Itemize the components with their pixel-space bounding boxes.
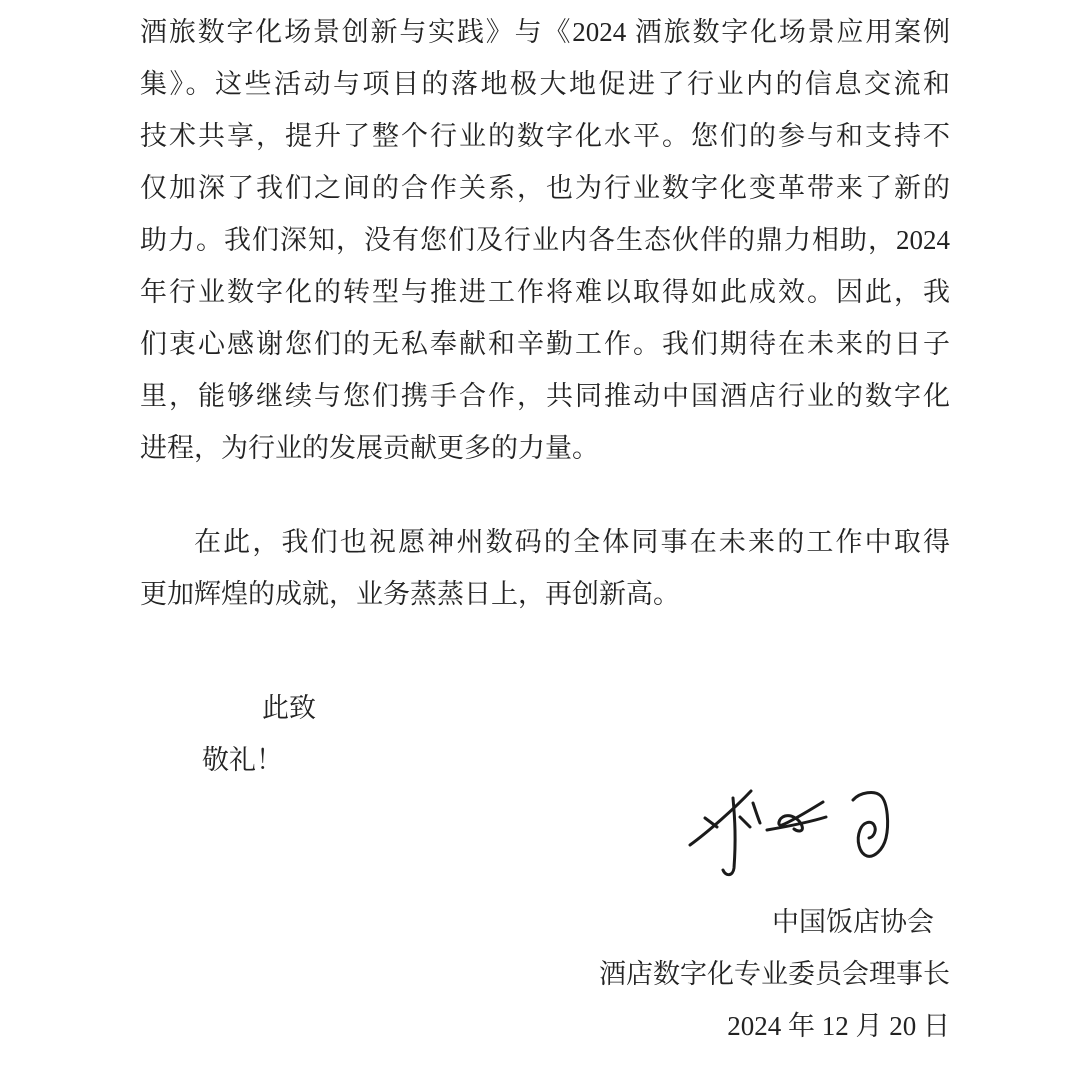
handwritten-signature: [650, 780, 900, 885]
signoff-organization: 中国饭店协会: [772, 907, 934, 937]
closing-salute: 此致: [262, 693, 316, 723]
body-line: 仅加深了我们之间的合作关系，也为行业数字化变革带来了新的: [140, 173, 950, 203]
body-line: 技术共享，提升了整个行业的数字化水平。您们的参与和支持不: [140, 121, 950, 151]
paragraph-1: [140, 6, 950, 474]
body-line: 里，能够继续与您们携手合作，共同推动中国酒店行业的数字化: [140, 381, 950, 411]
signoff-date: 2024 年 12 月 20 日: [727, 1011, 950, 1041]
closing-block: [140, 682, 950, 786]
body-line: 酒旅数字化场景创新与实践》与《2024 酒旅数字化场景应用案例: [140, 17, 950, 47]
body-line: 集》。这些活动与项目的落地极大地促进了行业内的信息交流和: [140, 69, 950, 99]
paragraph-2: [140, 516, 950, 620]
signoff-title: 酒店数字化专业委员会理事长: [599, 959, 950, 989]
signature-ink-icon: [650, 780, 900, 885]
body-line: 年行业数字化的转型与推进工作将难以取得如此成效。因此，我: [140, 277, 950, 307]
signoff-block: [140, 896, 950, 1052]
body-line: 更加辉煌的成就，业务蒸蒸日上，再创新高。: [140, 579, 680, 609]
closing-respect: 敬礼！: [202, 745, 283, 775]
body-line: 进程，为行业的发展贡献更多的力量。: [140, 433, 599, 463]
body-line: 助力。我们深知，没有您们及行业内各生态伙伴的鼎力相助，2024: [140, 225, 950, 255]
body-line: 在此，我们也祝愿神州数码的全体同事在未来的工作中取得: [194, 527, 950, 557]
body-line: 们衷心感谢您们的无私奉献和辛勤工作。我们期待在未来的日子: [140, 329, 950, 359]
letter-body: [140, 6, 950, 1052]
